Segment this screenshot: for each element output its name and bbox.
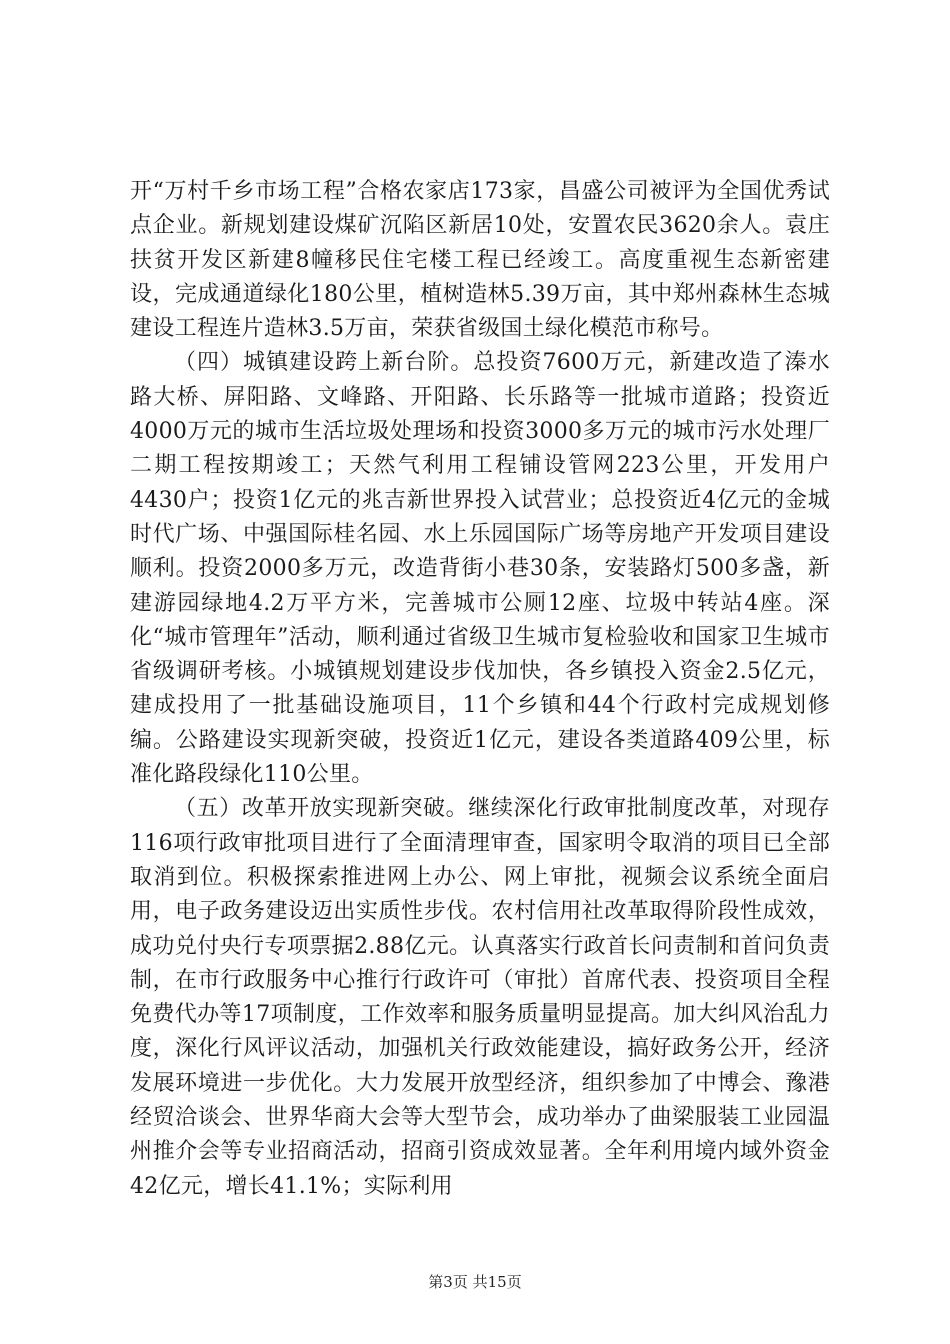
- page-number-footer: 第3页 共15页: [428, 1273, 522, 1291]
- paragraph-reform-opening: （五）改革开放实现新突破。继续深化行政审批制度改革，对现存116项行政审批项目进行了全面清理审查，国家明令取消的项目已全部取消到位。积极探索推进网上办公、网上审批，视频会议系统全面启用，电子政务建设迈出实质性步伐。农村信用社改革取得阶段性成效，成功兑付央行专项票据2.88亿元。认真落实行政首长问责制和首问负责制，在市行政服务中心推行行政许可（审批）首席代表、投资项目全程免费代办等17项制度，工作效率和服务质量明显提高。加大纠风治乱力度，深化行风评议活动，加强机关行政效能建设，搞好政务公开，经济发展环境进一步优化。大力发展开放型经济，组织参加了中博会、豫港经贸洽谈会、世界华商大会等大型节会，成功举办了曲梁服装工业园温州推介会等专业招商活动，招商引资成效显著。全年利用境内域外资金42亿元，增长41.1%；实际利用: [130, 796, 830, 1199]
- body-text: [130, 175, 830, 1204]
- paragraph-continuation: 开“万村千乡市场工程”合格农家店173家，昌盛公司被评为全国优秀试点企业。新规划建设煤矿沉陷区新居10处，安置农民3620余人。袁庄扶贫开发区新建8幢移民住宅楼工程已经竣工。高度重视生态新密建设，完成通道绿化180公里，植树造林5.39万亩，其中郑州森林生态城建设工程连片造林3.5万亩，荣获省级国土绿化模范市称号。: [130, 179, 830, 342]
- paragraph-urban-construction: （四）城镇建设跨上新台阶。总投资7600万元，新建改造了溱水路大桥、屏阳路、文峰路、开阳路、长乐路等一批城市道路；投资近4000万元的城市生活垃圾处理场和投资3000多万元的城市污水处理厂二期工程按期竣工；天然气利用工程铺设管网223公里，开发用户4430户；投资1亿元的兆吉新世界投入试营业；总投资近4亿元的金城时代广场、中强国际桂名园、水上乐园国际广场等房地产开发项目建设顺利。投资2000多万元，改造背街小巷30条，安装路灯500多盏，新建游园绿地4.2万平方米，完善城市公厕12座、垃圾中转站4座。深化“城市管理年”活动，顺利通过省级卫生城市复检验收和国家卫生城市省级调研考核。小城镇规划建设步伐加快，各乡镇投入资金2.5亿元，建成投用了一批基础设施项目，11个乡镇和44个行政村完成规划修编。公路建设实现新突破，投资近1亿元，建设各类道路409公里，标准化路段绿化110公里。: [130, 350, 830, 788]
